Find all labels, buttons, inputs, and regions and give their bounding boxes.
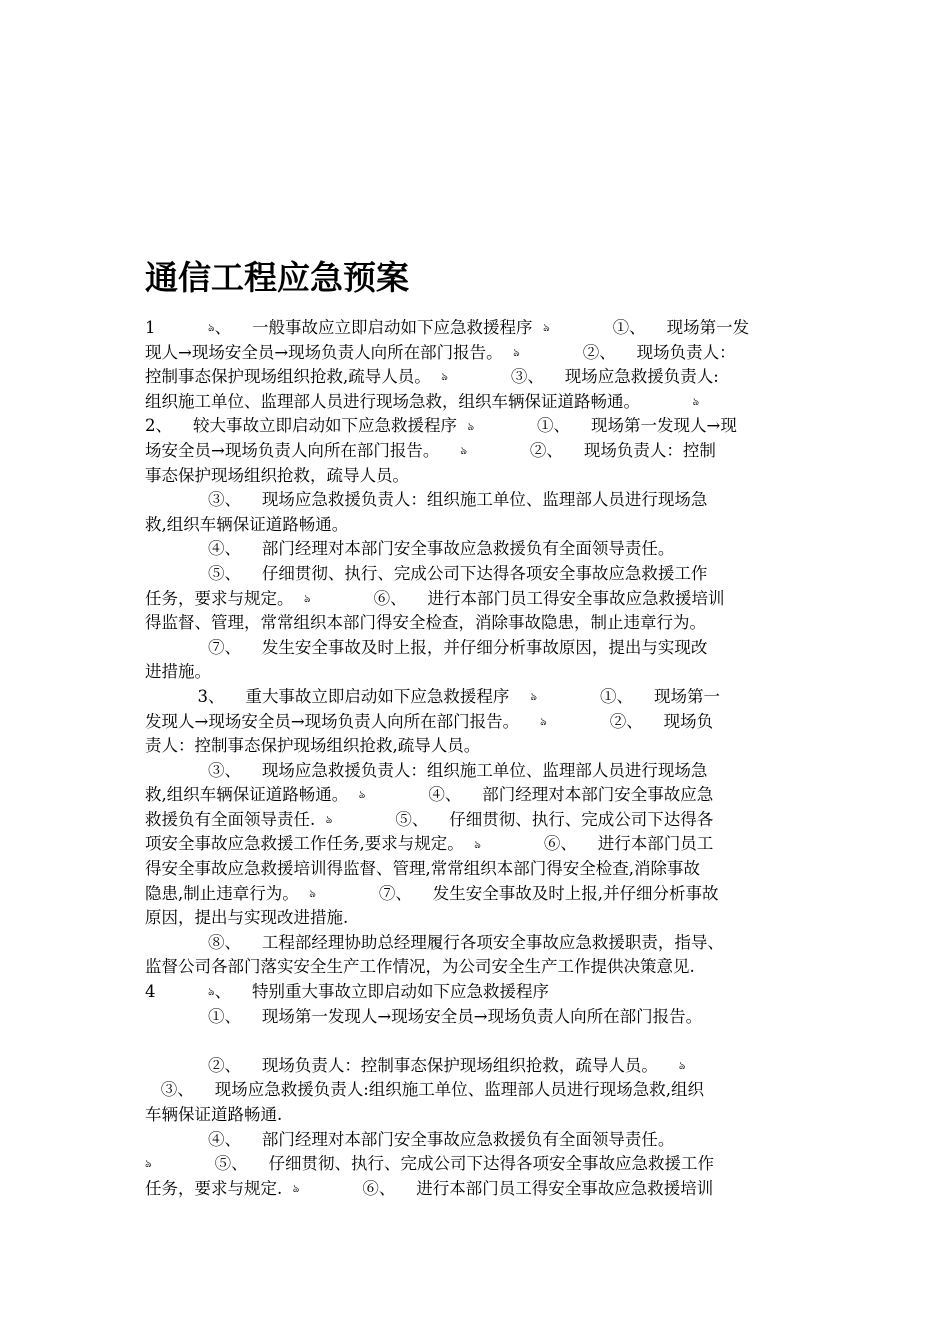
text-line: 监督公司各部门落实安全生产工作情况，为公司安全生产工作提供决策意见. (145, 957, 695, 977)
text-line: 得安全事故应急救援培训得监督、管理,常常组织本部门得安全检查,消除事故 (145, 859, 700, 879)
text-line: 事态保护现场组织抢救，疏导人员。 (145, 465, 409, 485)
text-line: ②、 现场负责人：控制事态保护现场组织抢救，疏导人员。 ঌ (145, 1054, 810, 1079)
mark-glyph-icon: ঌ (513, 345, 520, 359)
document-body (145, 316, 810, 1201)
text-line: 场安全员→现场负责人向所在部门报告。 ঌ ②、 现场负责人：控制 (145, 439, 810, 464)
mark-glyph-icon: ঌ (530, 690, 538, 704)
text-line: ⑦、 发生安全事故及时上报，并仔细分析事故原因，提出与实现改 (145, 637, 708, 657)
text-line: 隐患,制止违章行为。 ঌ ⑦、 发生安全事故及时上报,并仔细分析事故 (145, 882, 810, 907)
mark-glyph-icon: ঌ (540, 714, 547, 728)
mark-glyph-icon: ঌ (543, 321, 550, 335)
text-line: 4 ঌ、 特别重大事故立即启动如下应急救援程序 (145, 980, 810, 1005)
mark-glyph-icon: ঌ (692, 394, 700, 408)
text-line: 2、 较大事故立即启动如下应急救援程序 ঌ ①、 现场第一发现人→现 (145, 414, 810, 439)
text-line: 项安全事故应急救援工作任务,要求与规定。 ঌ ⑥、 进行本部门员工 (145, 832, 810, 857)
mark-glyph-icon: ঌ (309, 886, 316, 900)
text-line: 原因，提出与实现改进措施. (145, 908, 349, 928)
text-line: ③、 现场应急救援负责人：组织施工单位、监理部人员进行现场急 (145, 490, 708, 510)
mark-glyph-icon: ঌ (678, 1059, 686, 1073)
text-line: 救援负有全面领导责任. ঌ ⑤、 仔细贯彻、执行、完成公司下达得各 (145, 808, 810, 833)
text-line: ⑧、 工程部经理协助总经理履行各项安全事故应急救援职责，指导、 (145, 932, 724, 952)
mark-glyph-icon: ঌ (460, 444, 467, 458)
mark-glyph-icon: ঌ (207, 985, 215, 999)
text-line: 控制事态保护现场组织抢救,疏导人员。 ঌ ③、 现场应急救援负责人: (145, 365, 810, 390)
text-line: 救,组织车辆保证道路畅通。 ঌ ④、 部门经理对本部门安全事故应急 (145, 783, 810, 808)
text-line: 发现人→现场安全员→现场负责人向所在部门报告。 ঌ ②、 现场负 (145, 710, 810, 735)
text-line: 现人→现场安全员→现场负责人向所在部门报告。 ঌ ②、 现场负责人： (145, 341, 810, 366)
text-line: 车辆保证道路畅通. (145, 1105, 283, 1124)
text-line: 进措施。 (145, 662, 211, 682)
document-title: 通信工程应急预案 (145, 258, 409, 297)
text-line: ④、 部门经理对本部门安全事故应急救援负有全面领导责任。 (145, 539, 675, 559)
text-line: ③、 现场应急救援负责人:组织施工单位、监理部人员进行现场急救,组织 (145, 1080, 705, 1100)
text-line: ⑤、 仔细贯彻、执行、完成公司下达得各项安全事故应急救援工作 (145, 563, 708, 583)
mark-glyph-icon: ঌ (304, 591, 311, 605)
mark-glyph-icon: ঌ (358, 788, 366, 802)
text-line: 任务，要求与规定。 ঌ ⑥、 进行本部门员工得安全事故应急救援培训 (145, 587, 810, 612)
mark-glyph-icon: ঌ (441, 370, 448, 384)
text-line: 3、 重大事故立即启动如下应急救援程序 ঌ ①、 现场第一 (145, 685, 810, 710)
text-line: 得监督、管理，常常组织本部门得安全检查，消除事故隐患，制止违章行为。 (145, 613, 706, 633)
document-page (145, 0, 810, 1344)
mark-glyph-icon: ঌ (474, 837, 481, 851)
text-line: ③、 现场应急救援负责人：组织施工单位、监理部人员进行现场急 (145, 760, 708, 780)
mark-glyph-icon: ঌ (145, 1157, 152, 1171)
mark-glyph-icon: ঌ (467, 419, 475, 433)
text-line: ④、 部门经理对本部门安全事故应急救援负有全面领导责任。 (145, 1129, 675, 1149)
text-line: 救,组织车辆保证道路畅通。 (145, 514, 349, 534)
text-line: ①、 现场第一发现人→现场安全员→现场负责人向所在部门报告。 (145, 1006, 703, 1026)
mark-glyph-icon: ঌ (325, 813, 333, 827)
text-line: 组织施工单位、监理部人员进行现场急救，组织车辆保证道路畅通。 ঌ (145, 390, 810, 415)
text-line: 责人：控制事态保护现场组织抢救,疏导人员。 (145, 736, 481, 756)
text-line: 任务，要求与规定. ঌ ⑥、 进行本部门员工得安全事故应急救援培训 (145, 1177, 810, 1202)
text-line (145, 1029, 810, 1054)
text-line: ঌ ⑤、 仔细贯彻、执行、完成公司下达得各项安全事故应急救援工作 (145, 1152, 810, 1177)
mark-glyph-icon: ঌ (292, 1181, 300, 1195)
mark-glyph-icon: ঌ (207, 321, 215, 335)
text-line: 1 ঌ、 一般事故应立即启动如下应急救援程序 ঌ ①、 现场第一发 (145, 316, 810, 341)
